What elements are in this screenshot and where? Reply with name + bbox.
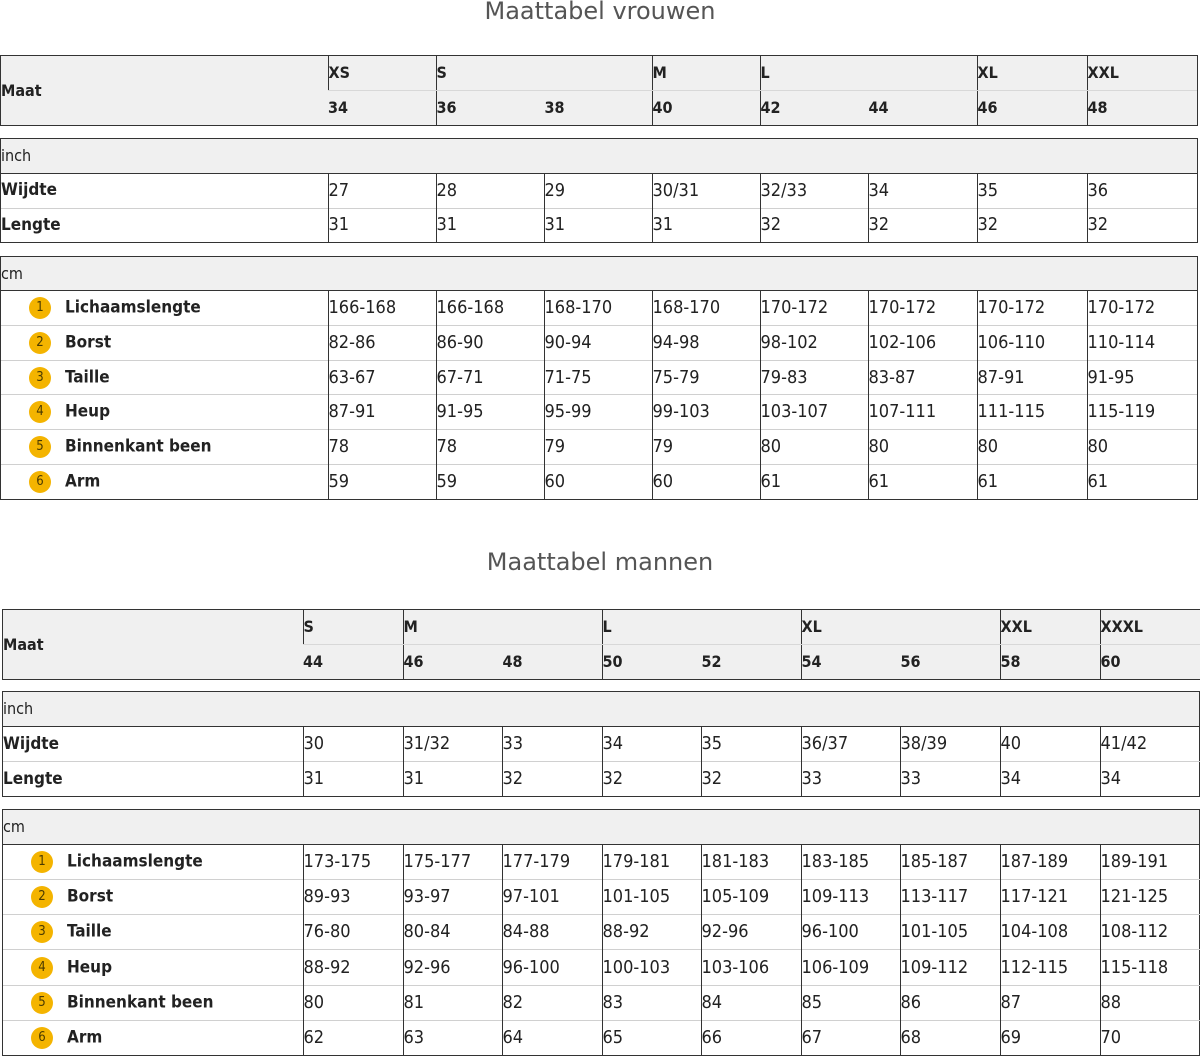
cell: 31 [544, 208, 652, 242]
row-label: Wijdte [1, 180, 57, 201]
cell: 185-187 [900, 845, 1000, 879]
men-title: Maattabel mannen [486, 548, 714, 576]
cell: 92-96 [403, 950, 502, 985]
cell: 76-80 [303, 915, 403, 950]
cell: 40 [1000, 727, 1100, 762]
number-badge-icon: 3 [31, 921, 53, 943]
cell: 41/42 [1100, 727, 1200, 762]
cell: 109-112 [900, 950, 1000, 985]
men-size-group [900, 610, 1000, 645]
cell: 91-95 [436, 395, 544, 430]
row-label [3, 985, 303, 1020]
cell: 31 [303, 762, 403, 797]
women-size: 42 [760, 91, 868, 126]
row-label-text: Taille [67, 921, 112, 942]
cell: 91-95 [1087, 360, 1197, 395]
cell: 81 [403, 985, 502, 1020]
women-size-group: L [760, 56, 868, 91]
cell: 113-117 [900, 879, 1000, 914]
cell: 90-94 [544, 325, 652, 360]
cell: 100-103 [602, 950, 701, 985]
cell: 105-109 [701, 879, 801, 914]
cell: 121-125 [1100, 879, 1200, 914]
women-size: 44 [868, 91, 977, 126]
cell: 32 [760, 208, 868, 242]
men-cm-label: cm [3, 810, 1199, 844]
table-row [1, 465, 1197, 499]
cell: 92-96 [701, 915, 801, 950]
cell: 179-181 [602, 845, 701, 879]
cell: 106-109 [801, 950, 900, 985]
cell: 32 [502, 762, 602, 797]
cell: 61 [1087, 465, 1197, 499]
cell: 70 [1100, 1020, 1200, 1055]
cell: 78 [328, 430, 436, 465]
number-badge-icon: 1 [31, 851, 53, 873]
row-label: Lengte [3, 762, 303, 797]
cell: 30 [303, 727, 403, 762]
cell: 170-172 [1087, 291, 1197, 325]
cell: 166-168 [328, 291, 436, 325]
number-badge-icon: 5 [29, 436, 51, 458]
cell: 65 [602, 1020, 701, 1055]
cell: 84 [701, 985, 801, 1020]
cell: 63 [403, 1020, 502, 1055]
women-inch-table [0, 173, 1198, 243]
cell: 61 [760, 465, 868, 499]
men-inch-table [2, 726, 1200, 797]
cell: 82-86 [328, 325, 436, 360]
cell: 108-112 [1100, 915, 1200, 950]
cell: 32 [1087, 208, 1197, 242]
cell: 181-183 [701, 845, 801, 879]
cell: 88-92 [602, 915, 701, 950]
table-row [1, 174, 1197, 208]
row-label-text: Borst [67, 886, 114, 907]
cell: 75-79 [652, 360, 760, 395]
cell: 101-105 [900, 915, 1000, 950]
women-cm-table [0, 290, 1198, 500]
cell: 110-114 [1087, 325, 1197, 360]
women-cm-unit [0, 256, 1198, 290]
cell: 61 [977, 465, 1087, 499]
cell: 96-100 [801, 915, 900, 950]
cell: 71-75 [544, 360, 652, 395]
cell: 59 [436, 465, 544, 499]
number-badge-icon: 6 [31, 1027, 53, 1049]
cell: 166-168 [436, 291, 544, 325]
women-maat-label: Maat [1, 56, 328, 125]
cell: 83-87 [868, 360, 977, 395]
cell: 97-101 [502, 879, 602, 914]
table-row [1, 291, 1197, 325]
row-label-text: Binnenkant been [65, 436, 212, 457]
number-badge-icon: 6 [29, 471, 51, 493]
table-row [3, 985, 1200, 1020]
row-label: Wijdte [3, 733, 59, 754]
cell: 187-189 [1000, 845, 1100, 879]
cell: 34 [868, 174, 977, 208]
row-label-text: Heup [65, 401, 111, 422]
cell: 170-172 [868, 291, 977, 325]
women-size-group: M [652, 56, 760, 91]
men-size-group [701, 610, 801, 645]
table-row [3, 845, 1200, 879]
cell: 82 [502, 985, 602, 1020]
table-row [3, 727, 1200, 762]
cell: 31 [436, 208, 544, 242]
cell: 112-115 [1000, 950, 1100, 985]
women-inch-label: inch [1, 139, 1197, 173]
row-label [1, 430, 328, 465]
cell: 80 [303, 985, 403, 1020]
row-label: Lengte [1, 208, 328, 242]
cell: 95-99 [544, 395, 652, 430]
cell: 34 [1000, 762, 1100, 797]
cell: 87 [1000, 985, 1100, 1020]
row-label [3, 845, 303, 879]
cell: 173-175 [303, 845, 403, 879]
women-cm-label: cm [1, 257, 1197, 290]
men-cm-table [2, 844, 1200, 1056]
number-badge-icon: 4 [29, 401, 51, 423]
table-row [1, 360, 1197, 395]
cell: 80 [1087, 430, 1197, 465]
cell: 107-111 [868, 395, 977, 430]
women-header-table [0, 55, 1198, 126]
cell: 102-106 [868, 325, 977, 360]
cell: 98-102 [760, 325, 868, 360]
cell: 80 [868, 430, 977, 465]
number-badge-icon: 4 [31, 957, 53, 979]
number-badge-icon: 3 [29, 367, 51, 389]
cell: 80 [760, 430, 868, 465]
cell: 66 [701, 1020, 801, 1055]
women-size: 36 [436, 91, 544, 126]
men-size: 60 [1100, 645, 1200, 680]
women-size: 40 [652, 91, 760, 126]
row-label-text: Binnenkant been [67, 992, 214, 1013]
cell: 60 [652, 465, 760, 499]
cell: 36/37 [801, 727, 900, 762]
cell: 35 [701, 727, 801, 762]
men-size-group: XL [801, 610, 900, 645]
cell: 32 [701, 762, 801, 797]
cell: 106-110 [977, 325, 1087, 360]
cell: 88 [1100, 985, 1200, 1020]
women-size-group [868, 56, 977, 91]
cell: 99-103 [652, 395, 760, 430]
row-label [3, 1020, 303, 1055]
cell: 80 [977, 430, 1087, 465]
row-label [1, 325, 328, 360]
cell: 93-97 [403, 879, 502, 914]
cell: 104-108 [1000, 915, 1100, 950]
row-label [1, 291, 328, 325]
men-inch-label: inch [3, 692, 1199, 726]
cell: 31/32 [403, 727, 502, 762]
cell: 31 [652, 208, 760, 242]
women-size-group: S [436, 56, 544, 91]
cell: 60 [544, 465, 652, 499]
row-label-text: Arm [67, 1027, 103, 1048]
cell: 170-172 [760, 291, 868, 325]
cell: 31 [403, 762, 502, 797]
cell: 103-106 [701, 950, 801, 985]
cell: 84-88 [502, 915, 602, 950]
men-maat-label: Maat [3, 610, 303, 679]
cell: 115-118 [1100, 950, 1200, 985]
table-row [3, 1020, 1200, 1055]
cell: 32/33 [760, 174, 868, 208]
men-size: 44 [303, 645, 403, 680]
women-size: 46 [977, 91, 1087, 126]
men-header-table [2, 609, 1200, 680]
cell: 86-90 [436, 325, 544, 360]
cell: 28 [436, 174, 544, 208]
table-row [1, 325, 1197, 360]
cell: 63-67 [328, 360, 436, 395]
cell: 61 [868, 465, 977, 499]
cell: 62 [303, 1020, 403, 1055]
women-size-group: XL [977, 56, 1087, 91]
cell: 115-119 [1087, 395, 1197, 430]
row-label [3, 915, 303, 950]
row-label [1, 360, 328, 395]
cell: 87-91 [977, 360, 1087, 395]
row-label [1, 395, 328, 430]
row-label [3, 879, 303, 914]
row-label [3, 950, 303, 985]
table-row [3, 762, 1200, 797]
number-badge-icon: 5 [31, 992, 53, 1014]
cell: 183-185 [801, 845, 900, 879]
table-row [1, 430, 1197, 465]
cell: 111-115 [977, 395, 1087, 430]
number-badge-icon: 2 [29, 332, 51, 354]
cell: 96-100 [502, 950, 602, 985]
women-size-group [544, 56, 652, 91]
cell: 31 [328, 208, 436, 242]
men-inch-unit [2, 691, 1200, 726]
cell: 168-170 [652, 291, 760, 325]
row-label-text: Lichaamslengte [65, 297, 201, 318]
men-size-group: L [602, 610, 701, 645]
men-size-group [502, 610, 602, 645]
cell: 27 [328, 174, 436, 208]
number-badge-icon: 1 [29, 297, 51, 319]
cell: 33 [502, 727, 602, 762]
cell: 32 [977, 208, 1087, 242]
men-size-group: S [303, 610, 403, 645]
row-label-text: Heup [67, 957, 113, 978]
women-size: 48 [1087, 91, 1197, 126]
cell: 32 [868, 208, 977, 242]
cell: 29 [544, 174, 652, 208]
table-row [3, 879, 1200, 914]
men-size-group: XXXL [1100, 610, 1200, 645]
women-title: Maattabel vrouwen [484, 0, 716, 25]
table-row [1, 208, 1197, 242]
cell: 189-191 [1100, 845, 1200, 879]
cell: 68 [900, 1020, 1000, 1055]
cell: 85 [801, 985, 900, 1020]
cell: 38/39 [900, 727, 1000, 762]
men-size: 46 [403, 645, 502, 680]
cell: 33 [900, 762, 1000, 797]
cell: 88-92 [303, 950, 403, 985]
cell: 87-91 [328, 395, 436, 430]
table-row [3, 950, 1200, 985]
cell: 67 [801, 1020, 900, 1055]
cell: 59 [328, 465, 436, 499]
row-label-text: Borst [65, 332, 112, 353]
cell: 83 [602, 985, 701, 1020]
women-size: 34 [328, 91, 436, 126]
cell: 79-83 [760, 360, 868, 395]
women-size: 38 [544, 91, 652, 126]
row-label [1, 465, 328, 499]
men-size: 54 [801, 645, 900, 680]
cell: 79 [652, 430, 760, 465]
women-size-group: XS [328, 56, 436, 91]
cell: 64 [502, 1020, 602, 1055]
men-cm-unit [2, 809, 1200, 844]
table-row [1, 395, 1197, 430]
cell: 117-121 [1000, 879, 1100, 914]
men-size-group: M [403, 610, 502, 645]
cell: 78 [436, 430, 544, 465]
cell: 101-105 [602, 879, 701, 914]
row-label-text: Taille [65, 367, 110, 388]
cell: 36 [1087, 174, 1197, 208]
men-size: 58 [1000, 645, 1100, 680]
cell: 34 [1100, 762, 1200, 797]
number-badge-icon: 2 [31, 886, 53, 908]
men-size: 50 [602, 645, 701, 680]
cell: 30/31 [652, 174, 760, 208]
cell: 32 [602, 762, 701, 797]
cell: 170-172 [977, 291, 1087, 325]
cell: 168-170 [544, 291, 652, 325]
cell: 103-107 [760, 395, 868, 430]
women-size-group: XXL [1087, 56, 1197, 91]
cell: 177-179 [502, 845, 602, 879]
cell: 34 [602, 727, 701, 762]
cell: 79 [544, 430, 652, 465]
row-label-text: Arm [65, 471, 101, 492]
row-label-text: Lichaamslengte [67, 851, 203, 872]
men-size-group: XXL [1000, 610, 1100, 645]
cell: 69 [1000, 1020, 1100, 1055]
cell: 94-98 [652, 325, 760, 360]
men-size: 48 [502, 645, 602, 680]
cell: 175-177 [403, 845, 502, 879]
cell: 89-93 [303, 879, 403, 914]
women-inch-unit [0, 138, 1198, 173]
men-size: 56 [900, 645, 1000, 680]
men-size: 52 [701, 645, 801, 680]
cell: 33 [801, 762, 900, 797]
cell: 67-71 [436, 360, 544, 395]
cell: 35 [977, 174, 1087, 208]
cell: 86 [900, 985, 1000, 1020]
cell: 80-84 [403, 915, 502, 950]
cell: 109-113 [801, 879, 900, 914]
table-row [3, 915, 1200, 950]
